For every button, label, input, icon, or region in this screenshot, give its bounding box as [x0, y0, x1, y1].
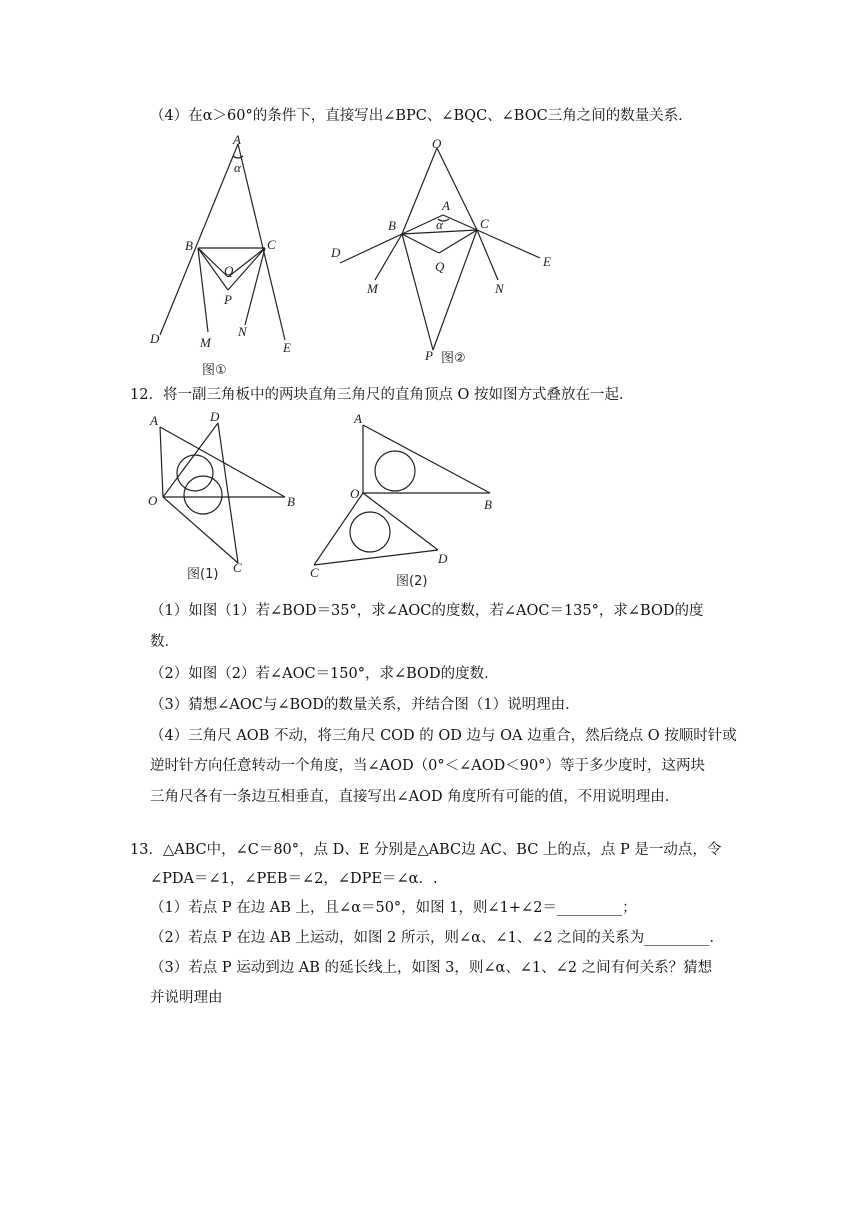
- q11-fig2-label-O: O: [432, 136, 442, 151]
- q11-fig1-label-P: P: [224, 292, 232, 307]
- q12-part4-line1: （4）三角尺 AOB 不动，将三角尺 COD 的 OD 边与 OA 边重合，然后绕点 O 按顺时针或: [150, 728, 737, 744]
- q12-part4-line2: 逆时针方向任意转动一个角度，当∠AOD（0°＜∠AOD＜90°）等于多少度时，这两块: [150, 758, 705, 774]
- q11-fig2-label-alpha: α: [436, 217, 443, 232]
- q11-fig2-label-C: C: [480, 216, 489, 231]
- q12-fig2-lines: [314, 425, 490, 565]
- q12-part3: （3）猜想∠AOC与∠BOD的数量关系，并结合图（1）说明理由．: [150, 697, 580, 713]
- q11-fig2-label-Q: Q: [435, 259, 445, 274]
- q12-fig2-label-O: O: [350, 486, 360, 501]
- q12-part1-line2: 数．: [150, 634, 179, 650]
- q11-fig2-label-B: B: [388, 218, 396, 233]
- q12-figure-2: [300, 405, 510, 590]
- q12-part4-line3: 三角尺各有一条边互相垂直，直接写出∠AOD 角度所有可能的值，不用说明理由．: [150, 789, 680, 805]
- q13-part3-line2: 并说明理由: [150, 990, 223, 1006]
- q12-figure-1: [140, 405, 315, 585]
- q12-fig1-label-O: O: [148, 493, 158, 508]
- q11-fig2-lines: [340, 148, 540, 350]
- q12-fig2-label-D: D: [438, 551, 448, 566]
- q11-fig2-caption: 图②: [441, 351, 466, 366]
- q11-fig2-label-E: E: [543, 254, 551, 269]
- q11-figure-2: [325, 130, 565, 370]
- q12-part2: （2）如图（2）若∠AOC＝150°，求∠BOD的度数．: [150, 666, 499, 682]
- q11-fig1-label-alpha: α: [234, 160, 241, 175]
- q11-part4-text: （4）在α＞60°的条件下，直接写出∠BPC、∠BQC、∠BOC三角之间的数量关系．: [150, 108, 693, 124]
- q11-fig2-label-M: M: [367, 281, 378, 296]
- q13-part3-line1: （3）若点 P 运动到边 AB 的延长线上，如图 3，则∠α、∠1、∠2 之间有何关系？猜想: [150, 960, 713, 976]
- q12-fig1-label-C: C: [233, 560, 242, 575]
- q11-fig1-caption: 图①: [202, 363, 227, 378]
- q11-fig2-label-D: D: [331, 245, 341, 260]
- q11-fig1-label-C: C: [267, 237, 276, 252]
- q11-figure-1: [140, 130, 310, 380]
- q11-fig1-label-B: B: [185, 238, 193, 253]
- q12-fig1-caption: 图(1): [187, 567, 219, 582]
- q11-fig1-label-A: A: [233, 132, 241, 147]
- q11-fig2-label-A: A: [442, 198, 450, 213]
- q12-fig2-label-B: B: [484, 497, 492, 512]
- q12-stem: 12．将一副三角板中的两块直角三角尺的直角顶点 O 按如图方式叠放在一起．: [130, 387, 634, 403]
- q11-fig2-label-P: P: [425, 348, 433, 363]
- q12-fig1-label-D: D: [210, 409, 220, 424]
- q11-fig1-label-M: M: [200, 335, 211, 350]
- q11-fig1-label-D: D: [150, 331, 160, 346]
- q12-part1-line1: （1）如图（1）若∠BOD＝35°，求∠AOC的度数，若∠AOC＝135°，求∠BOD的度: [150, 603, 704, 619]
- q12-fig1-label-B: B: [287, 494, 295, 509]
- q12-fig2-caption: 图(2): [396, 574, 428, 589]
- q13-stem-line2: ∠PDA＝∠1，∠PEB＝∠2，∠DPE＝∠α．.: [150, 871, 438, 887]
- q12-fig2-label-A: A: [354, 411, 362, 426]
- q11-fig1-label-Q: Q: [224, 263, 234, 278]
- q12-fig1-label-A: A: [150, 413, 158, 428]
- q13-part2: （2）若点 P 在边 AB 上运动，如图 2 所示，则∠α、∠1、∠2 之间的关系为_________．: [150, 930, 725, 946]
- q11-fig1-label-E: E: [283, 340, 291, 355]
- q12-fig1-lines: [160, 423, 285, 563]
- q13-stem-line1: 13．△ABC中，∠C＝80°，点 D、E 分别是△ABC边 AC、BC 上的点，点 P 是一动点，令: [130, 842, 722, 858]
- q11-fig2-label-N: N: [495, 281, 504, 296]
- q12-fig2-label-C: C: [310, 565, 319, 580]
- q13-part1: （1）若点 P 在边 AB 上，且∠α＝50°，如图 1，则∠1+∠2＝_________；: [150, 900, 637, 916]
- q11-fig1-label-N: N: [238, 324, 247, 339]
